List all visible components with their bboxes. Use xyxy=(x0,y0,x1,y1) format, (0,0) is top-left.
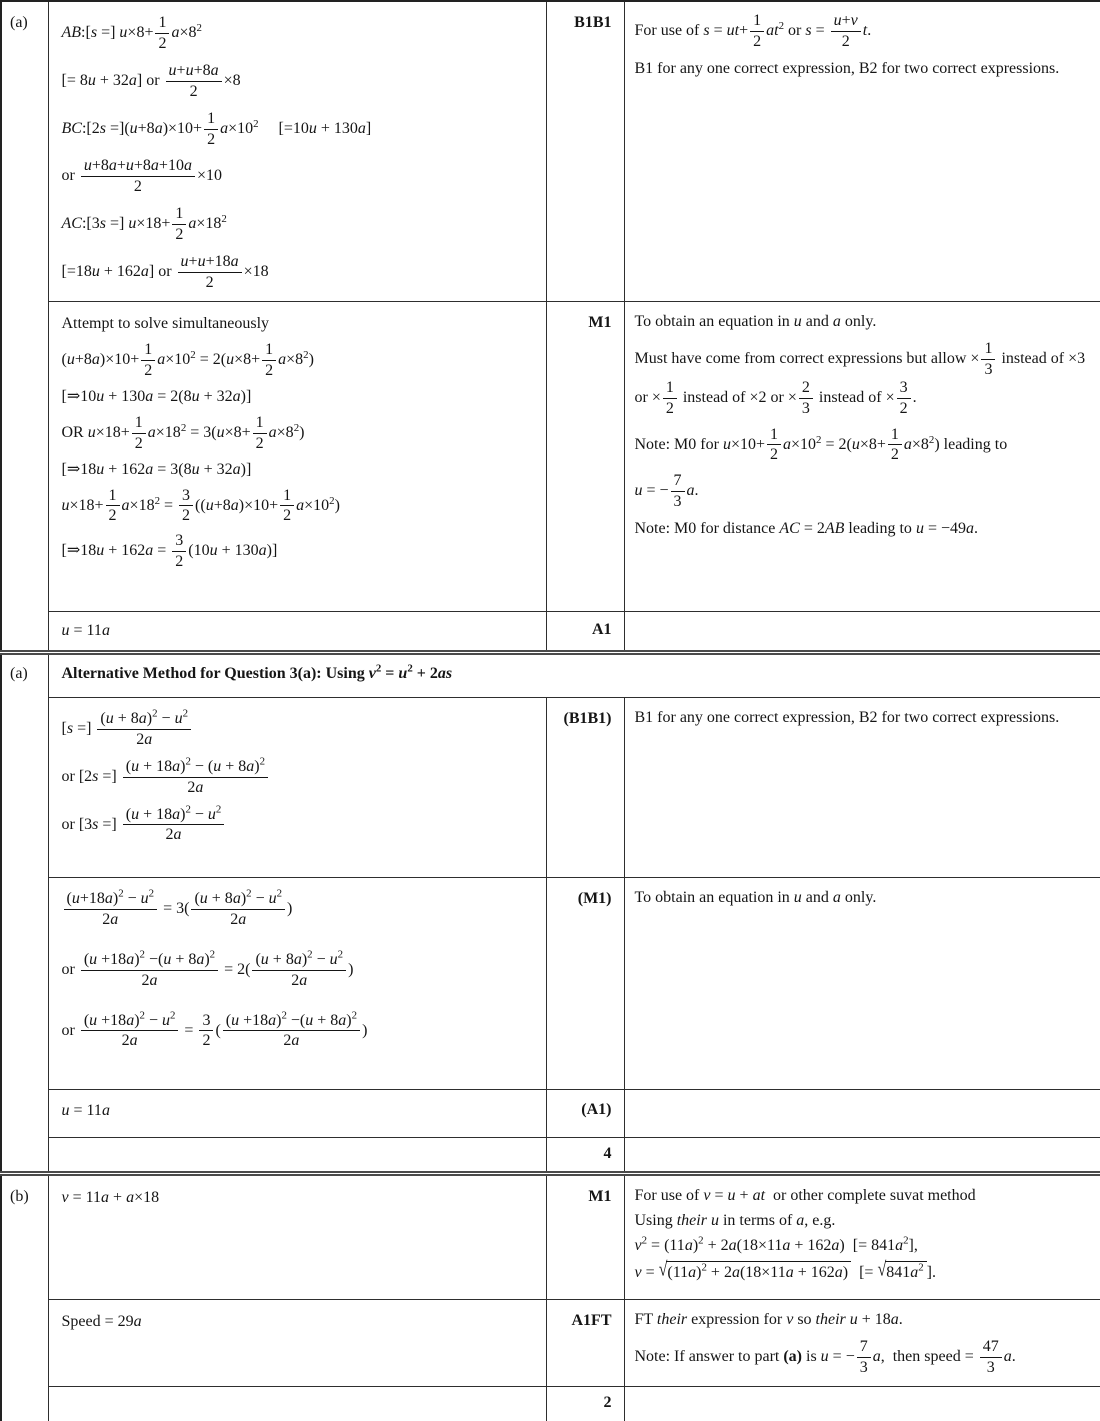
marks-cell-r2 xyxy=(546,301,624,611)
answer-line: u = 11a xyxy=(61,1101,110,1119)
working-cell-r1 xyxy=(48,1,546,301)
mark-code: (M1) xyxy=(577,889,612,907)
formula-line: [⇒18u + 162a = $\frac{3}{2}$ (10u + 130a)] xyxy=(61,532,278,571)
comment-line: To obtain an equation in u and a only. xyxy=(634,312,877,330)
formula-line: [⇒10u + 130a = 2(8u + 32a)] xyxy=(61,387,252,405)
marks-cell-r6 xyxy=(546,877,624,1089)
marks-cell-r7 xyxy=(546,1089,624,1137)
working-cell-r11 xyxy=(48,1386,546,1421)
formula-line: OR u×18+ $\frac{1}{2}$ $a\times 18^2 = 3(u\times 8+$ $\frac{1}{2}$ $a\times 8^2$) xyxy=(61,413,305,452)
mark-code: A1 xyxy=(591,620,612,638)
comments-cell-r8 xyxy=(624,1137,1100,1173)
total-marks: 4 xyxy=(603,1144,612,1162)
marks-total-b xyxy=(546,1386,624,1421)
comments-cell-r3 xyxy=(624,611,1100,652)
comment-line: B1 for any one correct expression, B2 for two correct expressions. xyxy=(634,708,1060,726)
part-label-b xyxy=(1,1173,48,1421)
mark-code: (A1) xyxy=(581,1100,612,1118)
formula-line: or $\frac{(u +18a)^2 - u^2}{2a}$ = $\frac{3}{2}$ ( $\frac{(u +18a)^2 -(u + 8a)^2}{2a}$ ) xyxy=(61,1009,368,1050)
comment-line: Note: If answer to part (a) is u = − $\frac{7}{3}$ a, then speed = $\frac{47}{3}$ a. xyxy=(634,1337,1016,1376)
part-label-a1 xyxy=(1,1,48,652)
comment-line: $v^2 = (11a)^2 + 2a(18\times 11a + 162a)$ [= $841a^2$], xyxy=(634,1234,918,1254)
formula-line: AB:[s =] u×8+ $\frac{1}{2}$ $a\times 8^2$ xyxy=(61,14,202,52)
comments-cell-r6 xyxy=(624,877,1100,1089)
working-cell-r3 xyxy=(48,611,546,652)
comment-line: To obtain an equation in u and a only. xyxy=(634,888,877,906)
comments-cell-r5 xyxy=(624,697,1100,877)
formula-line: or $\frac{(u +18a)^2 -(u + 8a)^2}{2a}$ = 2( $\frac{(u + 8a)^2 - u^2}{2a}$ ) xyxy=(61,948,354,989)
comment-line: FT their expression for v so their u + 18a. xyxy=(634,1310,903,1328)
formula-line: or [3s =] $\frac{(u + 18a)^2 - u^2}{2a}$ xyxy=(62,806,540,845)
marks-cell-r5 xyxy=(546,697,624,877)
working-cell-r7 xyxy=(48,1089,546,1137)
comments-cell-r11 xyxy=(624,1386,1100,1421)
working-cell-r9 xyxy=(48,1173,546,1299)
total-marks: 2 xyxy=(603,1393,612,1411)
marks-cell-r9 xyxy=(546,1173,624,1299)
working-cell-r2 xyxy=(48,301,546,611)
comments-cell-r7 xyxy=(624,1089,1100,1137)
formula-line: AC:[3s =] u×18+ $\frac{1}{2}$ $a\times 18^2$ xyxy=(61,205,227,244)
part-label-text: (a) xyxy=(10,14,28,31)
comments-cell-r10 xyxy=(624,1299,1100,1386)
mark-code: M1 xyxy=(588,313,612,331)
formula-line: (u+8a)×10+ $\frac{1}{2}$ $a\times 10^2 = 2(u\times 8+$ $\frac{1}{2}$ $a\times 8^2$) xyxy=(61,340,314,379)
marks-cell-r1 xyxy=(546,1,624,301)
answer-line: u = 11a xyxy=(61,621,110,639)
mark-code: (B1B1) xyxy=(563,709,612,727)
working-cell-r6 xyxy=(48,877,546,1089)
comment-line: $v = √(11a)^2 + 2a(18\times 11a + 162a)$ [= $√841a^2$ ]. xyxy=(634,1259,936,1281)
comment-line: Note: M0 for u×10+ $\frac{1}{2}$ $a\times 10^2 = 2(u\times 8+$ $\frac{1}{2}$ $a\times 8^2$) leading to xyxy=(634,425,1008,464)
comment-line: Must have come from correct expressions but allow × $\frac{1}{3}$ instead of ×3 or × $\frac{1}{2}$ instead of ×2 or × $\frac{2}{3}$ instead of × $\frac{3}{2}$ . xyxy=(634,339,1090,417)
working-cell-r10 xyxy=(48,1299,546,1386)
comments-cell-r1 xyxy=(624,1,1100,301)
formula-line: u×18+ $\frac{1}{2}$ $a\times 18^2$ = $\frac{3}{2}$ ((u+8a)×10+ $\frac{1}{2}$ $a\times 10^2$) xyxy=(61,486,340,525)
working-text-line: Attempt to solve simultaneously xyxy=(61,314,270,332)
header-text: Alternative Method for Question 3(a): Using $v^2 = u^2 + 2as$ xyxy=(61,662,453,682)
working-cell-r5 xyxy=(48,697,546,877)
mark-code: M1 xyxy=(588,1187,612,1205)
comment-line: B1 for any one correct expression, B2 for two correct expressions. xyxy=(634,59,1060,77)
answer-line: Speed = 29a xyxy=(61,1312,142,1330)
formula-line: or $\frac{u+8a+u+8a+10a}{2}$ ×10 xyxy=(61,157,222,196)
formula-line: [⇒18u + 162a = 3(8u + 32a)] xyxy=(61,460,252,478)
mark-code: A1FT xyxy=(571,1311,612,1329)
comments-cell-r9 xyxy=(624,1173,1100,1299)
formula-line: or [2s =] $\frac{(u + 18a)^2 - (u + 8a)^2}{2a}$ xyxy=(62,758,540,797)
formula-line: $\frac{(u+18a)^2 - u^2}{2a}$ = 3( $\frac{(u + 8a)^2 - u^2}{2a}$ ) xyxy=(62,890,540,929)
comment-line: Using their u in terms of a, e.g. xyxy=(634,1211,836,1229)
formula-line: [= 8u + 32a] or $\frac{u+u+8a}{2}$ ×8 xyxy=(61,61,241,100)
alternative-method-header xyxy=(48,652,1100,697)
marks-cell-r10 xyxy=(546,1299,624,1386)
marks-cell-r3 xyxy=(546,611,624,652)
formula-line: v = 11a + a×18 xyxy=(61,1188,160,1206)
part-label-a2 xyxy=(1,652,48,1173)
comment-line: u = − $\frac{7}{3}$ a. xyxy=(634,472,699,511)
working-cell-r8 xyxy=(48,1137,546,1173)
comment-line: For use of v = u + at or other complete suvat method xyxy=(634,1186,976,1204)
comments-cell-r2 xyxy=(624,301,1100,611)
part-label-text: (a) xyxy=(10,664,28,682)
comment-line: For use of s = ut+ $\frac{1}{2}$ $at^2$ or s = $\frac{u+v}{2}$ t. xyxy=(634,12,872,50)
marks-total-a xyxy=(546,1137,624,1173)
formula-line: BC:[2s =](u+8a)×10+ $\frac{1}{2}$ $a\times 10^2$ [=10u + 130a] xyxy=(61,109,372,148)
formula-line: [=18u + 162a] or $\frac{u+u+18a}{2}$ ×18 xyxy=(61,253,269,291)
part-label-text: (b) xyxy=(10,1187,29,1205)
comment-line: Note: M0 for distance AC = 2AB leading to u = −49a. xyxy=(634,520,978,538)
formula-line: [s =] $\frac{(u + 8a)^2 - u^2}{2a}$ xyxy=(62,710,540,749)
mark-code: B1B1 xyxy=(574,14,612,31)
